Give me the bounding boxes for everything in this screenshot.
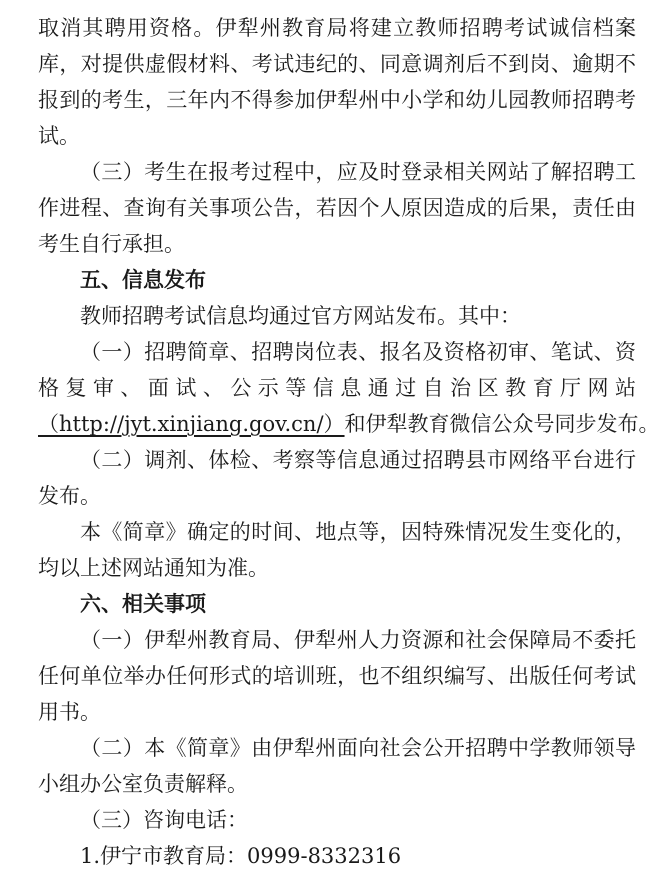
paragraph-line-with-link <box>38 406 660 442</box>
paragraph-line: 格复审、面试、公示等信息通过自治区教育厅网站 <box>38 376 636 400</box>
section-heading-info-release: 五、信息发布 <box>80 268 206 292</box>
paragraph-line: 任何单位举办任何形式的培训班，也不组织编写、出版任何考试 <box>38 664 636 688</box>
paragraph-line: （三）考生在报考过程中，应及时登录相关网站了解招聘工 <box>80 160 636 184</box>
paragraph-line: 均以上述网站通知为准。 <box>38 556 269 580</box>
paragraph-line: （三）咨询电话： <box>80 808 248 832</box>
paragraph-line: 报到的考生，三年内不得参加伊犁州中小学和幼儿园教师招聘考 <box>38 88 636 112</box>
paragraph-line: （二）本《简章》由伊犁州面向社会公开招聘中学教师领导 <box>80 736 636 760</box>
section-heading-related-matters: 六、相关事项 <box>80 592 206 616</box>
paragraph-text: 和伊犁教育微信公众号同步发布。 <box>344 412 660 436</box>
paragraph-line: 试。 <box>38 124 80 148</box>
education-dept-website-link[interactable]: （http://jyt.xinjiang.gov.cn/） <box>38 412 345 436</box>
paragraph-line: 发布。 <box>38 484 101 508</box>
paragraph-line: 用书。 <box>38 700 101 724</box>
paragraph-line: （一）招聘简章、招聘岗位表、报名及资格初审、笔试、资 <box>80 340 636 364</box>
paragraph-line: 考生自行承担。 <box>38 232 185 256</box>
paragraph-line: 作进程、查询有关事项公告，若因个人原因造成的后果，责任由 <box>38 196 636 220</box>
paragraph-line: （一）伊犁州教育局、伊犁州人力资源和社会保障局不委托 <box>80 628 636 652</box>
paragraph-line: 小组办公室负责解释。 <box>38 772 248 796</box>
paragraph-line: 取消其聘用资格。伊犁州教育局将建立教师招聘考试诚信档案 <box>38 16 636 40</box>
paragraph-line: （二）调剂、体检、考察等信息通过招聘县市网络平台进行 <box>80 448 636 472</box>
contact-phone-line: 1.伊宁市教育局：0999-8332316 <box>80 844 402 868</box>
paragraph-line: 库，对提供虚假材料、考试违纪的、同意调剂后不到岗、逾期不 <box>38 52 636 76</box>
paragraph-line: 本《简章》确定的时间、地点等，因特殊情况发生变化的， <box>80 520 636 544</box>
paragraph-line: 教师招聘考试信息均通过官方网站发布。其中： <box>80 304 521 328</box>
